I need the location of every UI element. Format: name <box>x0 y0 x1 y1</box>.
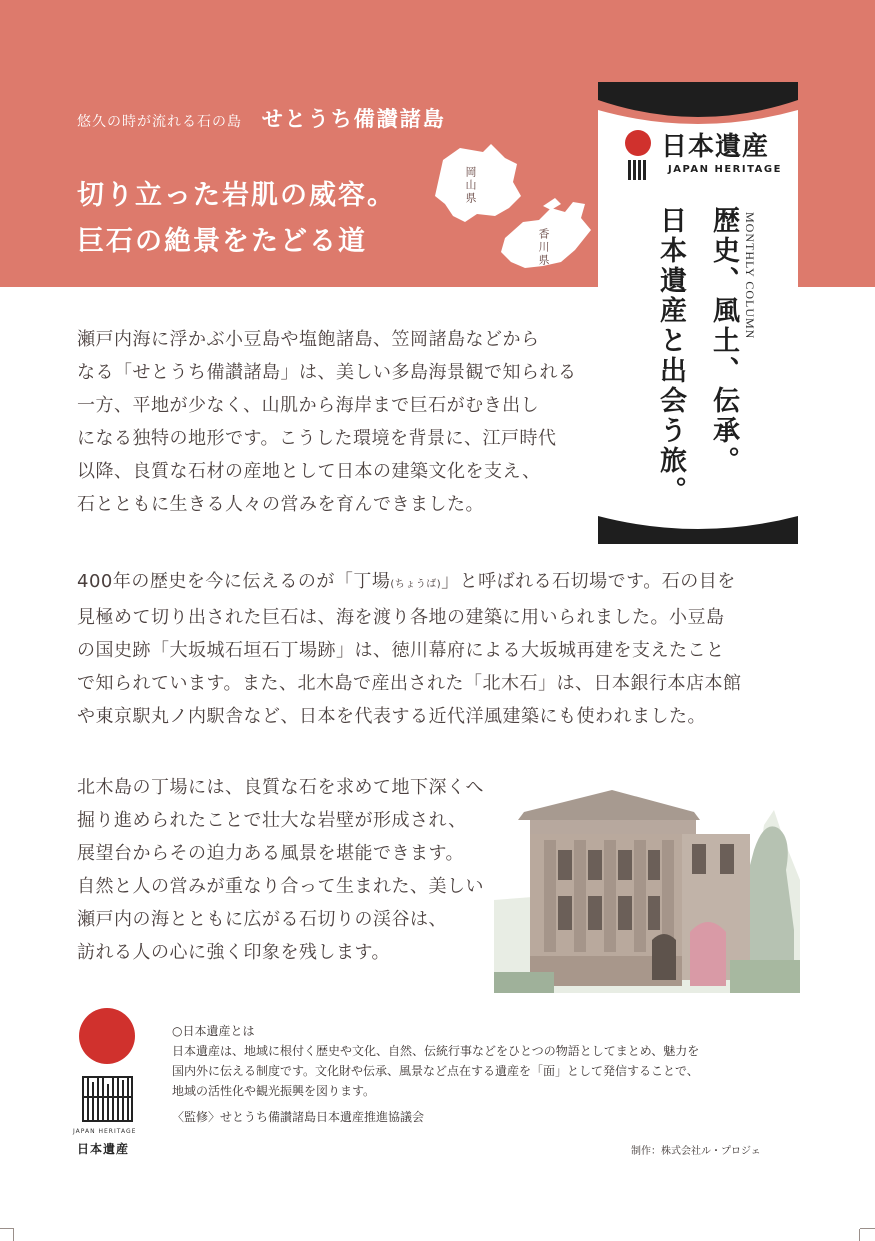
region-map <box>425 138 600 283</box>
series-label: MONTHLY COLUMN <box>743 212 757 340</box>
supervisor: 〈監修〉せとうち備讃諸島日本遺産推進協議会 <box>172 1110 425 1124</box>
text-line: 以降、良質な石材の産地として日本の建築文化を支え、 <box>77 461 541 482</box>
text-line: の国史跡「大坂城石垣石丁場跡」は、徳川幕府による大坂城再建を支えたこと <box>77 640 725 661</box>
crop-mark <box>0 1228 14 1229</box>
about-line: 日本遺産は、地域に根付く歴史や文化、自然、伝統行事などをひとつの物語としてまとめ、魅力を <box>172 1044 700 1058</box>
map-label-okayama: 岡山県 <box>464 166 477 205</box>
headline-line: 巨石の絶景をたどる道 <box>77 226 367 257</box>
page-title: せとうち備讃諸島 <box>261 107 446 131</box>
paragraph-history <box>77 565 742 733</box>
red-sun-icon <box>79 1008 135 1064</box>
text-segment: 400年の歴史を今に伝えるのが「丁場 <box>77 571 391 592</box>
text-line: なる「せとうち備讃諸島」は、美しい多島海景観で知られる <box>77 362 577 383</box>
logo-subtitle: JAPAN HERITAGE <box>668 164 782 175</box>
crop-mark <box>859 1229 860 1241</box>
text-line: 瀬戸内海に浮かぶ小豆島や塩飽諸島、笠岡諸島などから <box>77 329 540 350</box>
red-sun-icon <box>625 130 651 156</box>
text-line: になる独特の地形です。こうした環境を背景に、江戸時代 <box>77 428 557 449</box>
paragraph-kitagi <box>77 771 484 969</box>
text-line: 訪れる人の心に強く印象を残します。 <box>77 942 391 963</box>
bank-building-illustration <box>494 780 800 993</box>
about-section <box>172 1021 699 1127</box>
map-label-kagawa: 香川県 <box>537 228 550 267</box>
text-line: 自然と人の営みが重なり合って生まれた、美しい <box>77 876 484 897</box>
heritage-mark-icon <box>628 160 648 180</box>
text-line: 一方、平地が少なく、山肌から海岸まで巨石がむき出し <box>77 395 540 416</box>
text-line <box>77 565 742 601</box>
text-segment: 」と呼ばれる石切場です。石の目を <box>441 571 736 592</box>
about-line: 地域の活性化や観光振興を図ります。 <box>172 1084 376 1098</box>
logo-title: 日本遺産 <box>661 132 770 162</box>
text-line: 石とともに生きる人々の営みを育んできました。 <box>77 494 484 515</box>
okayama-map-shape <box>435 144 521 222</box>
column-title-line: 歴史、風土、伝承。 <box>708 206 739 476</box>
page-subtitle: 悠久の時が流れる石の島 <box>77 114 242 130</box>
heritage-mark-icon <box>80 1074 134 1124</box>
paragraph-intro <box>77 323 577 521</box>
crop-mark <box>860 1228 875 1229</box>
page-tagline <box>77 103 446 133</box>
ruby-reading: (ちょうば) <box>390 579 442 590</box>
footer-logo-jp: 日本遺産 <box>77 1142 130 1156</box>
footer-logo-en: JAPAN HERITAGE <box>73 1128 137 1135</box>
text-line: で知られています。また、北木島で産出された「北木石」は、日本銀行本店本館 <box>77 673 742 694</box>
about-line: 国内外に伝える制度です。文化財や伝承、風景など点在する遺産を「面」として発信することで、 <box>172 1064 699 1078</box>
text-line: 展望台からその迫力ある風景を堪能できます。 <box>77 843 465 864</box>
production-credit: 制作：株式会社ル・プロジェ <box>631 1146 761 1157</box>
island-shape <box>543 198 561 210</box>
crop-mark <box>13 1229 14 1241</box>
text-line: 掘り進められたことで壮大な岩壁が形成され、 <box>77 810 467 831</box>
text-line: 見極めて切り出された巨石は、海を渡り各地の建築に用いられました。小豆島 <box>77 607 725 628</box>
text-line: 瀬戸内の海とともに広がる石切りの渓谷は、 <box>77 909 447 930</box>
column-title-line: 日本遺産と出会う旅。 <box>655 206 686 506</box>
headline <box>77 173 396 265</box>
text-line: や東京駅丸ノ内駅舎など、日本を代表する近代洋風建築にも使われました。 <box>77 706 706 727</box>
about-title: ○日本遺産とは <box>172 1024 255 1038</box>
headline-line: 切り立った岩肌の威容。 <box>77 180 396 211</box>
text-line: 北木島の丁場には、良質な石を求めて地下深くへ <box>77 777 484 798</box>
